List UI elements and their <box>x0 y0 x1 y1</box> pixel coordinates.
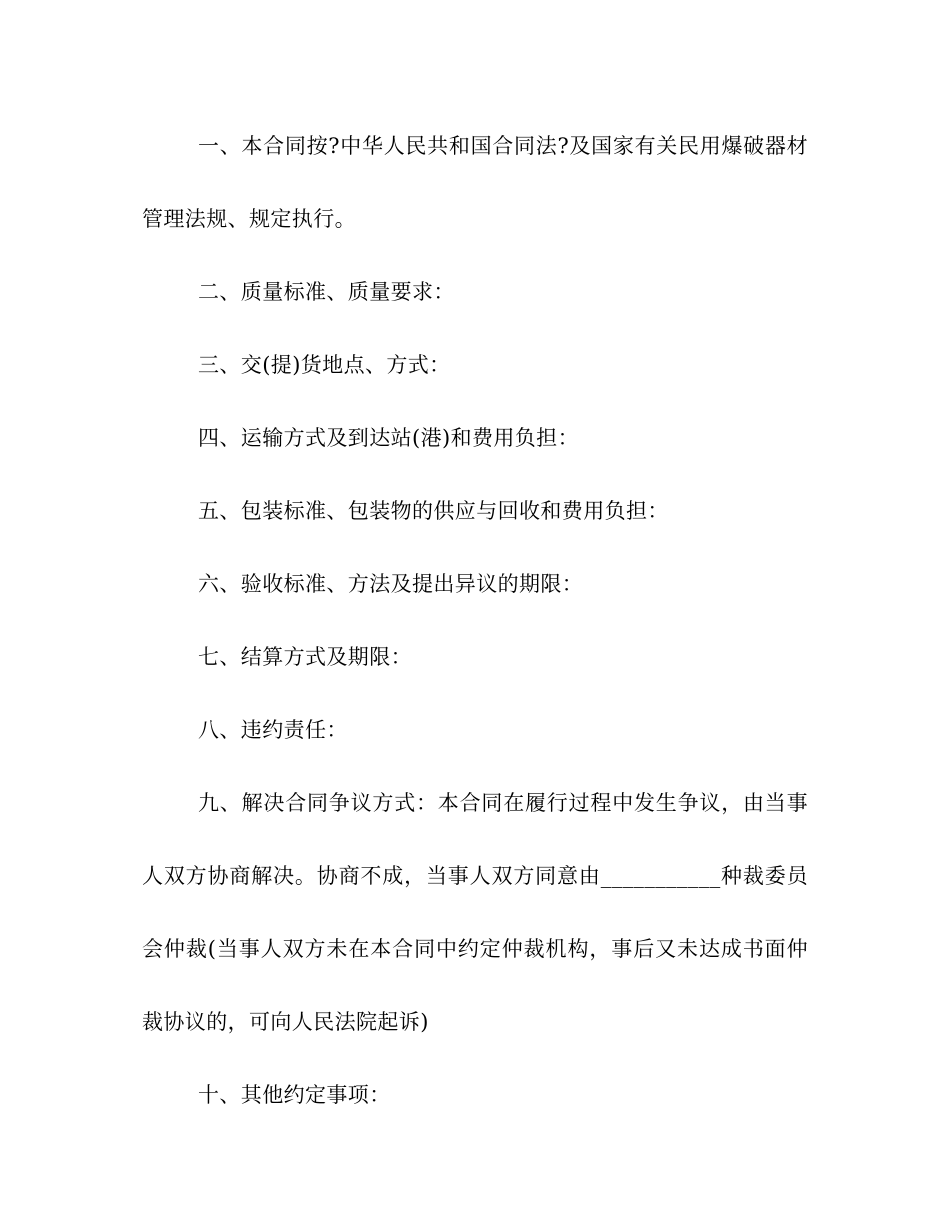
clause-5: 五、包装标准、包装物的供应与回收和费用负担： <box>198 499 669 523</box>
clause-8: 八、违约责任： <box>198 718 348 742</box>
clause-10: 十、其他约定事项： <box>198 1083 391 1107</box>
clause-1: 一、本合同按?中华人民共和国合同法?及国家有关民用爆破器材管理法规、规定执行。 <box>142 134 808 231</box>
contract-body <box>142 110 808 1132</box>
clause-6: 六、验收标准、方法及提出异议的期限： <box>198 572 584 596</box>
clause-7: 七、结算方式及期限： <box>198 645 412 669</box>
clause-9: 九、解决合同争议方式：本合同在履行过程中发生争议，由当事人双方协商解决。协商不成，当事人双方同意由___________种裁委员会仲裁(当事人双方未在本合同中约定仲裁机构，事后又未达成书面仲裁协议的，可向人民法院起诉) <box>142 791 808 1034</box>
clause-2: 二、质量标准、质量要求： <box>198 280 455 304</box>
clause-3: 三、交(提)货地点、方式： <box>198 353 451 377</box>
clause-4: 四、运输方式及到达站(港)和费用负担： <box>198 426 579 450</box>
